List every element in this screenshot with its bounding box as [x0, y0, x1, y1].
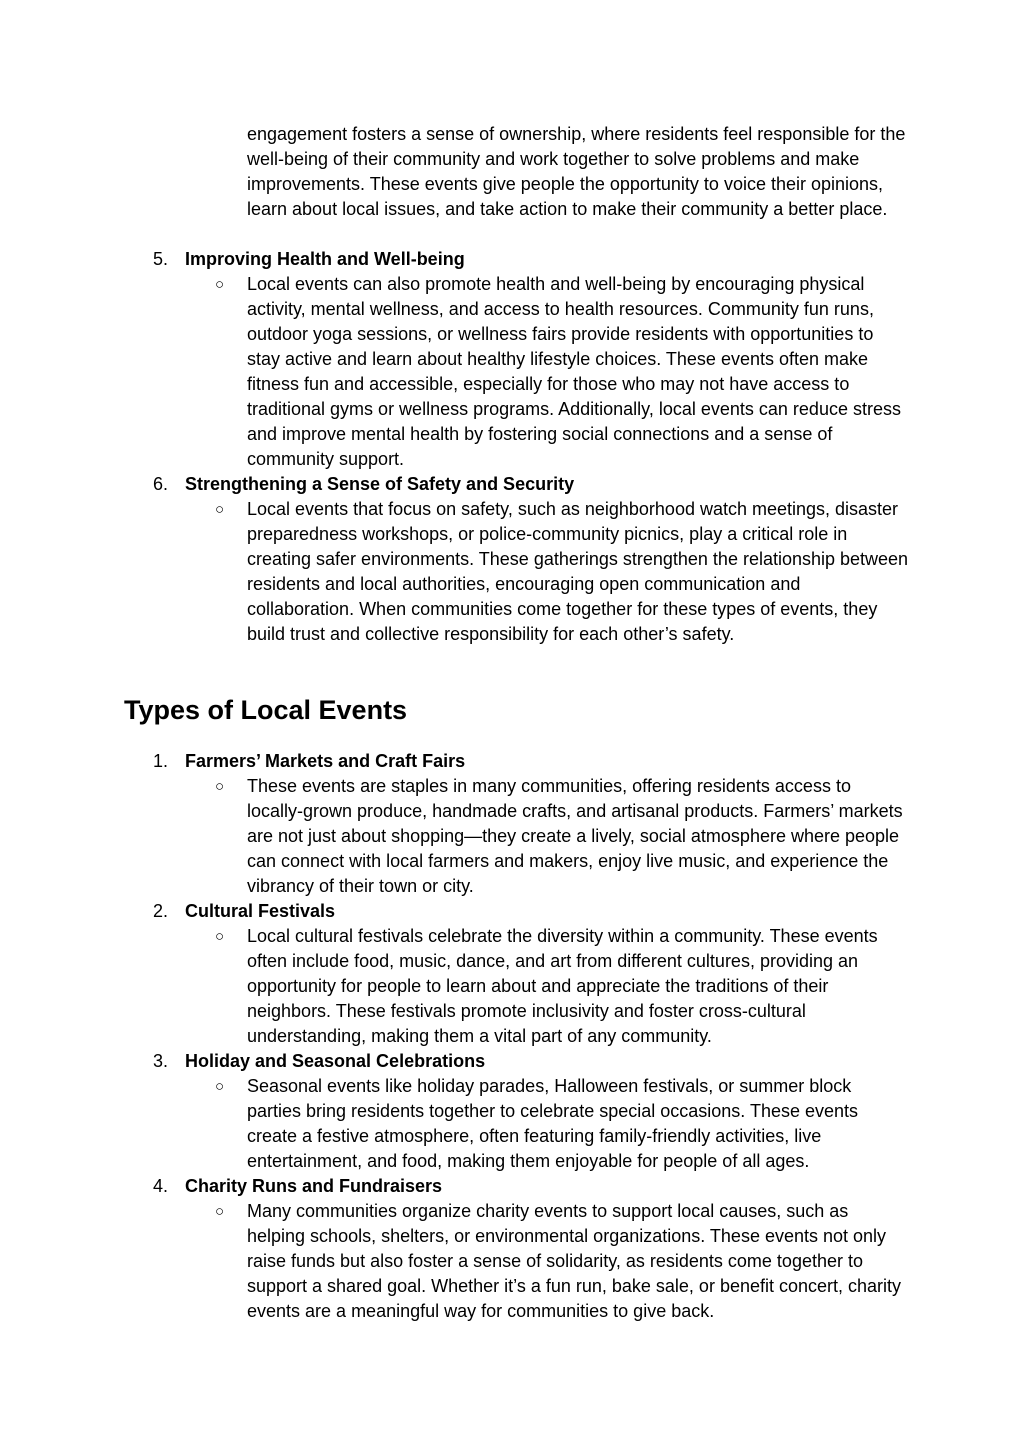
list-item: [0, 899, 1024, 1049]
list-item: [0, 472, 1024, 647]
list-item: [0, 749, 1024, 899]
list-item: [0, 1049, 1024, 1174]
list-item-heading: Farmers’ Markets and Craft Fairs: [185, 751, 466, 771]
sub-bullet-text: Seasonal events like holiday parades, Halloween festivals, or summer block parties bring residents together to celebrate special occasions. These events create a festive atmosphere, often featuring family-friendly activities, live entertainment, and food, making them enjoyable for people of all ages.: [247, 1076, 859, 1171]
circle-bullet-icon: ○: [215, 1203, 225, 1220]
sub-bullet: [0, 1199, 909, 1324]
list-item-number: 2.: [153, 901, 169, 921]
sub-bullet: [0, 272, 909, 472]
circle-bullet-icon: ○: [215, 276, 225, 293]
list-item-number: 1.: [153, 751, 169, 771]
sub-bullet: [0, 774, 909, 899]
circle-bullet-icon: ○: [215, 501, 225, 518]
circle-bullet-icon: ○: [215, 778, 225, 795]
sub-bullet: [0, 924, 909, 1049]
circle-bullet-icon: ○: [215, 928, 225, 945]
list-item: [0, 1174, 1024, 1324]
sub-bullet-text: Local events can also promote health and well-being by encouraging physical activity, mental wellness, and access to health resources. Community fun runs, outdoor yoga sessions, or wellness fairs provide residents with opportunities to stay active and learn about healthy lifestyle choices. These events often make fitness fun and accessible, especially for those who may not have access to traditional gyms or wellness programs. Additionally, local events can reduce stress and improve mental health by fostering social connections and a sense of community support.: [247, 274, 901, 469]
list-item-heading: Cultural Festivals: [185, 901, 336, 921]
list-item-heading: Charity Runs and Fundraisers: [185, 1176, 443, 1196]
list-item-heading: Holiday and Seasonal Celebrations: [185, 1051, 486, 1071]
list-item-number: 6.: [153, 474, 169, 494]
list-item-heading: Strengthening a Sense of Safety and Security: [185, 474, 575, 494]
sub-bullet-text: Many communities organize charity events to support local causes, such as helping schools, shelters, or environmental organizations. These events not only raise funds but also foster a sense of solidarity, as residents come together to support a shared goal. Whether it’s a fun run, bake sale, or benefit concert, charity events are a meaningful way for communities to give back.: [247, 1201, 902, 1321]
section-heading: Types of Local Events: [124, 695, 408, 725]
list-item-title: [0, 749, 1024, 774]
list-item-number: 4.: [153, 1176, 169, 1196]
event-types-list: [0, 749, 1024, 1324]
list-item: [0, 247, 1024, 472]
continuation-paragraph: engagement fosters a sense of ownership, where residents feel responsible for the well-being of their community and work together to solve problems and make improvements. These events give people the opportunity to voice their opinions, learn about local issues, and take action to make their community a better place.: [247, 124, 906, 219]
circle-bullet-icon: ○: [215, 1078, 225, 1095]
list-item-title: [0, 472, 1024, 497]
benefits-list: [0, 247, 1024, 647]
list-item-title: [0, 899, 1024, 924]
list-item-number: 5.: [153, 249, 169, 269]
list-item-heading: Improving Health and Well-being: [185, 249, 465, 269]
sub-bullet-text: Local cultural festivals celebrate the diversity within a community. These events often include food, music, dance, and art from different cultures, providing an opportunity for people to learn about and appreciate the traditions of their neighbors. These festivals promote inclusivity and foster cross-cultural understanding, making them a vital part of any community.: [247, 926, 878, 1046]
sub-bullet-text: Local events that focus on safety, such as neighborhood watch meetings, disaster preparedness workshops, or police-community picnics, play a critical role in creating safer environments. These gatherings strengthen the relationship between residents and local authorities, encouraging open communication and collaboration. When communities come together for these types of events, they build trust and collective responsibility for each other’s safety.: [247, 499, 909, 644]
list-item-number: 3.: [153, 1051, 169, 1071]
list-item-title: [0, 1049, 1024, 1074]
sub-bullet-text: These events are staples in many communities, offering residents access to locally-grown produce, handmade crafts, and artisanal products. Farmers’ markets are not just about shopping—they create a lively, social atmosphere where people can connect with local farmers and makers, enjoy live music, and experience the vibrancy of their town or city.: [247, 776, 903, 896]
sub-bullet: [0, 497, 909, 647]
list-item-title: [0, 247, 1024, 272]
list-item-title: [0, 1174, 1024, 1199]
sub-bullet: [0, 1074, 909, 1174]
